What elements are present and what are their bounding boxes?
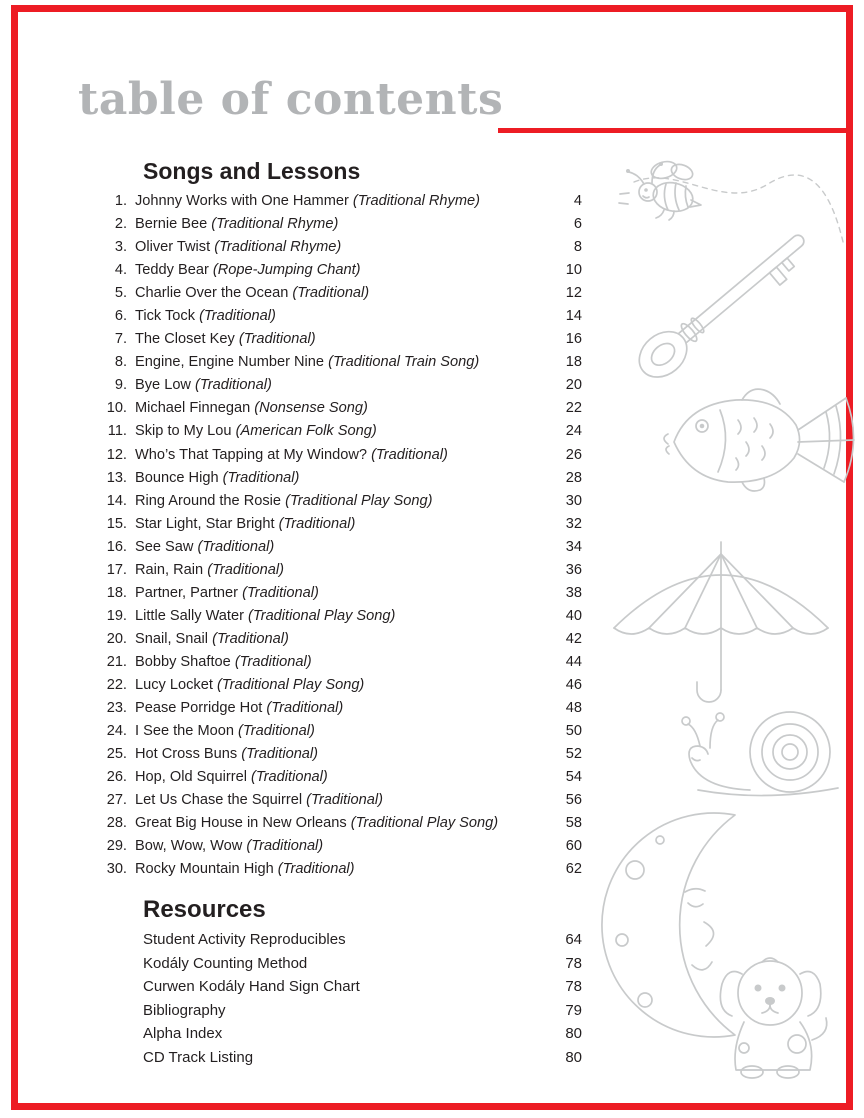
song-title: Hop, Old Squirrel (Traditional) <box>135 769 328 786</box>
resource-title: Kodály Counting Method <box>143 954 308 972</box>
song-row <box>98 239 582 262</box>
song-type: (Traditional) <box>207 561 284 578</box>
song-title: Partner, Partner (Traditional) <box>135 584 319 601</box>
song-row <box>98 354 582 377</box>
song-type: (Traditional) <box>199 308 276 325</box>
song-number: 9. <box>114 377 127 394</box>
song-number: 13. <box>106 469 127 486</box>
song-number: 11. <box>107 423 127 440</box>
song-title: Little Sally Water (Traditional Play Song) <box>135 607 396 624</box>
song-page: 10 <box>565 262 582 279</box>
resource-row <box>143 1049 582 1073</box>
songs-list <box>98 193 582 884</box>
song-page: 4 <box>573 193 582 209</box>
song-title: Bernie Bee (Traditional Rhyme) <box>135 216 339 233</box>
song-title: Charlie Over the Ocean (Traditional) <box>135 285 370 302</box>
song-number: 25. <box>106 746 127 763</box>
song-number: 4. <box>114 262 127 279</box>
song-number: 7. <box>114 331 127 348</box>
song-title: The Closet Key (Traditional) <box>135 331 316 348</box>
resources-list <box>143 931 582 1072</box>
song-row <box>98 769 582 792</box>
song-page: 36 <box>565 561 582 578</box>
song-row <box>98 377 582 400</box>
resource-page: 80 <box>565 1048 582 1066</box>
song-number: 6. <box>114 308 127 325</box>
song-page: 16 <box>565 331 582 348</box>
song-row <box>98 608 582 631</box>
song-title: Rain, Rain (Traditional) <box>135 561 284 578</box>
song-page: 40 <box>565 607 582 624</box>
title-rule <box>498 128 853 133</box>
resource-row <box>143 1002 582 1026</box>
song-title: Snail, Snail (Traditional) <box>135 630 289 647</box>
song-page: 26 <box>565 446 582 463</box>
song-title: Star Light, Star Bright (Traditional) <box>135 515 356 532</box>
song-title: Engine, Engine Number Nine (Traditional Train Song) <box>135 354 480 371</box>
song-type: (Traditional Play Song) <box>248 607 396 624</box>
song-number: 27. <box>106 792 127 809</box>
song-page: 14 <box>565 308 582 325</box>
song-type: (American Folk Song) <box>235 423 377 440</box>
song-row <box>98 654 582 677</box>
song-number: 21. <box>106 653 127 670</box>
song-type: (Traditional) <box>246 838 324 855</box>
song-row <box>98 400 582 423</box>
song-type: (Traditional Rhyme) <box>211 216 339 233</box>
song-number: 2. <box>114 216 127 233</box>
song-page: 42 <box>565 630 582 647</box>
song-page: 24 <box>565 423 582 440</box>
song-type: (Traditional Play Song) <box>216 676 365 693</box>
song-number: 3. <box>114 239 127 256</box>
song-title: Rocky Mountain High (Traditional) <box>135 861 355 878</box>
song-type: (Traditional) <box>371 446 448 463</box>
song-page: 8 <box>573 239 582 256</box>
song-title: Bobby Shaftoe (Traditional) <box>135 653 312 670</box>
song-type: (Traditional) <box>238 723 315 740</box>
song-number: 10. <box>106 400 127 417</box>
song-row <box>98 493 582 516</box>
song-number: 18. <box>106 584 127 601</box>
song-row <box>98 539 582 562</box>
song-row <box>98 792 582 815</box>
resource-row <box>143 955 582 979</box>
song-page: 32 <box>565 515 582 532</box>
resource-row <box>143 1025 582 1049</box>
song-type: (Traditional Train Song) <box>328 354 480 371</box>
song-row <box>98 815 582 838</box>
resource-title: Bibliography <box>143 1001 226 1019</box>
song-type: (Traditional Rhyme) <box>352 193 480 209</box>
song-row <box>98 331 582 354</box>
song-page: 52 <box>565 746 582 763</box>
song-number: 24. <box>106 723 127 740</box>
song-type: (Traditional Play Song) <box>350 815 499 832</box>
song-page: 18 <box>565 354 582 371</box>
resource-page: 64 <box>565 931 582 948</box>
song-title: Bow, Wow, Wow (Traditional) <box>135 838 324 855</box>
song-type: (Traditional) <box>242 584 319 601</box>
song-page: 58 <box>565 815 582 832</box>
page-title: table of contents <box>78 74 504 125</box>
song-type: (Traditional) <box>266 700 344 717</box>
song-row <box>98 700 582 723</box>
song-title: Hot Cross Buns (Traditional) <box>135 746 319 763</box>
song-number: 17. <box>106 561 127 578</box>
song-page: 60 <box>565 838 582 855</box>
song-row <box>98 262 582 285</box>
song-row <box>98 631 582 654</box>
resource-page: 78 <box>565 978 582 995</box>
resource-title: Student Activity Reproducibles <box>143 931 346 948</box>
song-type: (Traditional) <box>238 331 316 348</box>
song-number: 19. <box>106 607 127 624</box>
song-row <box>98 562 582 585</box>
song-number: 22. <box>106 676 127 693</box>
song-type: (Traditional Rhyme) <box>214 239 342 256</box>
song-title: Great Big House in New Orleans (Traditional Play Song) <box>135 815 499 832</box>
song-number: 29. <box>106 838 127 855</box>
song-title: Let Us Chase the Squirrel (Traditional) <box>135 792 383 809</box>
song-number: 23. <box>106 700 127 717</box>
song-title: See Saw (Traditional) <box>135 538 275 555</box>
song-row <box>98 861 582 884</box>
song-page: 44 <box>565 653 582 670</box>
song-number: 20. <box>106 630 127 647</box>
song-page: 12 <box>565 285 582 302</box>
song-title: Bye Low (Traditional) <box>135 377 272 394</box>
snail-illustration <box>670 690 860 805</box>
song-title: Lucy Locket (Traditional Play Song) <box>135 676 365 693</box>
song-row <box>98 423 582 446</box>
resource-title: CD Track Listing <box>143 1048 254 1066</box>
song-row <box>98 516 582 539</box>
song-page: 38 <box>565 584 582 601</box>
song-number: 1. <box>114 193 127 209</box>
song-number: 30. <box>106 861 127 878</box>
song-row <box>98 308 582 331</box>
song-type: (Traditional) <box>277 861 355 878</box>
song-title: Pease Porridge Hot (Traditional) <box>135 700 344 717</box>
song-title: Teddy Bear (Rope-Jumping Chant) <box>135 262 361 279</box>
song-page: 30 <box>565 492 582 509</box>
song-page: 22 <box>565 400 582 417</box>
song-page: 34 <box>565 538 582 555</box>
resource-row <box>143 978 582 1002</box>
song-type: (Traditional) <box>222 469 300 486</box>
song-type: (Traditional Play Song) <box>285 492 433 509</box>
song-title: Tick Tock (Traditional) <box>135 308 276 325</box>
song-type: (Traditional) <box>241 746 319 763</box>
song-row <box>98 838 582 861</box>
song-number: 12. <box>106 446 127 463</box>
song-row <box>98 585 582 608</box>
song-row <box>98 447 582 470</box>
songs-heading: Songs and Lessons <box>143 158 361 184</box>
song-row <box>98 677 582 700</box>
song-title: I See the Moon (Traditional) <box>135 723 315 740</box>
song-type: (Traditional) <box>212 630 289 647</box>
song-type: (Traditional) <box>234 653 312 670</box>
skeleton-key-illustration <box>628 168 853 403</box>
song-title: Johnny Works with One Hammer (Traditional Rhyme) <box>135 193 480 209</box>
song-page: 28 <box>565 469 582 486</box>
song-row <box>98 723 582 746</box>
song-title: Bounce High (Traditional) <box>135 469 300 486</box>
song-number: 26. <box>106 769 127 786</box>
song-number: 14. <box>106 492 127 509</box>
song-title: Ring Around the Rosie (Traditional Play Song) <box>135 492 433 509</box>
song-number: 28. <box>106 815 127 832</box>
song-type: (Traditional) <box>251 769 328 786</box>
song-page: 20 <box>565 377 582 394</box>
song-page: 50 <box>565 723 582 740</box>
song-number: 15. <box>106 515 127 532</box>
song-page: 54 <box>565 769 582 786</box>
song-title: Michael Finnegan (Nonsense Song) <box>135 400 368 417</box>
song-type: (Traditional) <box>197 538 275 555</box>
song-row <box>98 216 582 239</box>
song-row <box>98 746 582 769</box>
song-row <box>98 193 582 216</box>
song-title: Oliver Twist (Traditional Rhyme) <box>135 239 342 256</box>
song-type: (Traditional) <box>292 285 370 302</box>
resource-page: 78 <box>565 954 582 972</box>
song-page: 48 <box>565 700 582 717</box>
song-type: (Traditional) <box>278 515 356 532</box>
resources-heading: Resources <box>143 896 266 923</box>
song-number: 8. <box>114 354 127 371</box>
puppy-dog-illustration <box>692 938 857 1088</box>
song-title: Who’s That Tapping at My Window? (Traditional) <box>135 446 448 463</box>
resource-title: Alpha Index <box>143 1025 223 1042</box>
song-title: Skip to My Lou (American Folk Song) <box>135 423 377 440</box>
song-number: 16. <box>106 538 127 555</box>
song-page: 56 <box>565 792 582 809</box>
song-type: (Traditional) <box>306 792 383 809</box>
song-page: 62 <box>565 861 582 878</box>
song-type: (Nonsense Song) <box>254 400 368 417</box>
resource-title: Curwen Kodály Hand Sign Chart <box>143 978 360 995</box>
song-row <box>98 470 582 493</box>
song-type: (Traditional) <box>195 377 272 394</box>
song-page: 46 <box>565 676 582 693</box>
song-page: 6 <box>573 216 582 233</box>
resource-page: 79 <box>565 1001 582 1019</box>
song-row <box>98 285 582 308</box>
resource-page: 80 <box>565 1025 582 1042</box>
resource-row <box>143 931 582 955</box>
fish-illustration <box>658 380 858 505</box>
song-number: 5. <box>114 285 127 302</box>
song-type: (Rope-Jumping Chant) <box>212 262 361 279</box>
